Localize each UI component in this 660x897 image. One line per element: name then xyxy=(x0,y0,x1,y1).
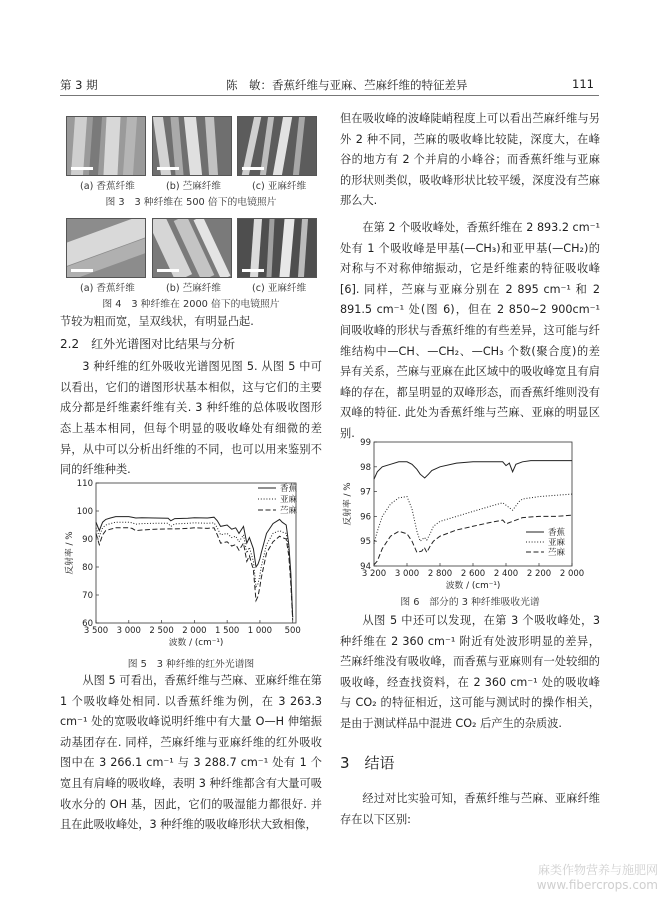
right-column-top xyxy=(340,109,600,445)
y-axis-label: 反射率 / % xyxy=(65,531,75,575)
fig3-sub-b: (b) 苎麻纤维 xyxy=(166,181,221,192)
y-tick-label: 70 xyxy=(82,591,93,601)
fig4-sub-a: (a) 香蕉纤维 xyxy=(80,283,135,294)
fig6-chart xyxy=(340,438,600,590)
y-tick-label: 99 xyxy=(360,438,371,448)
x-tick-label: 3 000 xyxy=(116,626,141,636)
fig4c-photo xyxy=(237,218,317,278)
x-tick-label: 2 000 xyxy=(559,569,585,579)
paragraph: 从图 5 可看出，香蕉纤维与苎麻、亚麻纤维在第 1 个吸收峰处相同. 以香蕉纤维为例，在 3 263.3 cm⁻¹ 处的宽吸收峰说明纤维中有大量 O—H 伸缩振动基团存在. 同样，苎麻纤维与亚麻纤维的红外吸收图中在 3 266.1 cm⁻¹ 与 3 288.7 cm⁻¹ 处有 1 个宽且有肩峰的吸收峰，表明 3 种纤维都含有大量可吸收水分的 OH 基，因此，它们的吸湿能力都很好. 并且在此吸收峰处，3 种纤维的吸收峰形状大致相像， xyxy=(60,674,322,832)
y-tick-label: 90 xyxy=(82,535,93,545)
x-axis-label: 波数 / (cm⁻¹) xyxy=(445,581,501,590)
x-tick-label: 3 500 xyxy=(83,626,109,636)
series-line-1 xyxy=(374,494,572,544)
x-tick-label: 3 200 xyxy=(361,569,387,579)
x-axis-label: 波数 / (cm⁻¹) xyxy=(168,638,224,648)
fig5-caption: 图 5 3 种纤维的红外光谱图 xyxy=(127,659,255,670)
fig3-caption: 图 3 3 种纤维在 500 倍下的电镜照片 xyxy=(105,197,277,208)
y-tick-label: 97 xyxy=(360,487,371,498)
fig4a-photo xyxy=(66,218,146,278)
paragraph: 从图 5 中还可以发现，在第 3 个吸收峰处，3 种纤维在 2 360 cm⁻¹ 附近有处波形明显的差异，苎麻纤维没有吸收峰，而香蕉与亚麻则有一处较细的吸收峰，经查找资料，在 2 360 cm⁻¹ 处的吸收峰与 CO₂ 的特征相近，这可能与测试时的操作相关，是由于测试样品中混进 CO₂ 后产生的杂质波. xyxy=(340,614,600,730)
x-tick-label: 1 500 xyxy=(214,626,240,636)
x-tick-label: 2 600 xyxy=(460,569,486,579)
legend-label: 亚麻 xyxy=(548,538,566,548)
legend-label: 香蕉 xyxy=(280,484,298,494)
y-tick-label: 96 xyxy=(360,512,371,523)
fig3c-photo xyxy=(237,116,317,176)
y-tick-label: 100 xyxy=(76,507,93,517)
y-tick-label: 80 xyxy=(82,563,93,573)
y-tick-label: 94 xyxy=(360,562,371,572)
x-tick-label: 2 000 xyxy=(182,626,207,636)
watermark-line1: 麻类作物营养与施肥网 xyxy=(537,863,658,877)
x-tick-label: 3 000 xyxy=(394,569,420,579)
x-tick-label: 500 xyxy=(284,626,301,636)
fig4b-photo xyxy=(152,218,232,278)
paragraph: 经过对比实验可知，香蕉纤维与苎麻、亚麻纤维存在以下区别: xyxy=(340,792,600,826)
section-heading-2-2: 2.2 红外光谱图对比结果与分析 xyxy=(60,336,236,351)
paragraph: 节较为粗而宽，呈双线状，有明显凸起. xyxy=(60,315,254,328)
header-rule xyxy=(60,95,599,96)
paragraph: 3 种纤维的红外吸收光谱图见图 5. 从图 5 中可以看出，它们的谱图形状基本相似，这与它们的主要成分都是纤维素纤维有关. 3 种纤维的总体吸收图形态上基本相同，但每个明显的吸收峰处有细微的差异，从中可以分析出纤维的不同，也可以用来鉴别不同的纤维种类. xyxy=(60,360,322,477)
fig4-caption: 图 4 3 种纤维在 2000 倍下的电镜照片 xyxy=(102,299,280,310)
fig3-sub-a: (a) 香蕉纤维 xyxy=(80,181,135,192)
legend-label: 苎麻 xyxy=(280,506,298,516)
left-column-bottom xyxy=(60,671,322,836)
fig3a-photo xyxy=(66,116,146,176)
fig3b-photo xyxy=(152,116,232,176)
fig4-sub-c: (c) 亚麻纤维 xyxy=(252,283,307,294)
legend-label: 亚麻 xyxy=(280,495,298,505)
y-tick-label: 98 xyxy=(360,462,371,473)
x-tick-label: 1 000 xyxy=(247,626,273,636)
fig5-chart xyxy=(60,473,322,653)
x-tick-label: 2 200 xyxy=(526,569,552,579)
fig4-sub-b: (b) 苎麻纤维 xyxy=(166,283,221,294)
watermark-line2: www.fibercrops.com xyxy=(536,878,658,892)
section-heading-3: 3 结语 xyxy=(340,753,395,772)
page-number: 111 xyxy=(572,77,594,91)
series-line-0 xyxy=(374,461,572,480)
right-column-bottom xyxy=(340,611,600,830)
x-tick-label: 2 500 xyxy=(149,626,174,636)
left-column-top xyxy=(60,312,322,481)
y-tick-label: 110 xyxy=(76,479,93,489)
issue-number: 第 3 期 xyxy=(60,78,98,92)
legend-label: 苎麻 xyxy=(548,548,566,558)
series-line-0 xyxy=(96,517,293,618)
series-line-2 xyxy=(96,528,293,620)
x-tick-label: 2 800 xyxy=(427,569,453,579)
fig6-caption: 图 6 部分的 3 种纤维吸收光谱 xyxy=(400,597,540,608)
y-tick-label: 60 xyxy=(82,619,93,629)
paragraph: 在第 2 个吸收峰处，香蕉纤维在 2 893.2 cm⁻¹ 处有 1 个吸收峰是甲基(—CH₃)和亚甲基(—CH₂)的对称与不对称伸缩振动，它是纤维素的特征吸收峰[6]. 同样，苎麻与亚麻分别在 2 895 cm⁻¹ 和 2 891.5 cm⁻¹ 处(图 6)，但在 2 850~2 900cm⁻¹ 间吸收峰的形状与香蕉纤维的有些差异，这可能与纤维结构中—CH、—CH₂、—CH₃ 个数(聚合度)的差异有关系，苎麻与亚麻在此区域中的吸收峰宽且有肩峰的存在，都呈明显的双峰形态，而香蕉纤维则没有双峰的特征. 此处为香蕉纤维与苎麻、亚麻的明显区别. xyxy=(340,220,600,440)
y-axis-label: 反射率 / % xyxy=(343,482,353,526)
fig3-sub-c: (c) 亚麻纤维 xyxy=(252,181,307,192)
x-tick-label: 2 400 xyxy=(493,569,519,579)
y-tick-label: 95 xyxy=(360,537,371,548)
paragraph: 但在吸收峰的波峰陡峭程度上可以看出苎麻纤维与另外 2 种不同，苎麻的吸收峰比较陡，深度大，在峰谷的地方有 2 个并肩的小峰谷；而香蕉纤维与亚麻的形状则类似，吸收峰形状比较平缓，深度没有苎麻那么大. xyxy=(340,112,600,208)
series-line-2 xyxy=(374,515,572,565)
legend-label: 香蕉 xyxy=(548,528,566,538)
running-title: 陈 敏：香蕉纤维与亚麻、苎麻纤维的特征差异 xyxy=(226,78,468,92)
